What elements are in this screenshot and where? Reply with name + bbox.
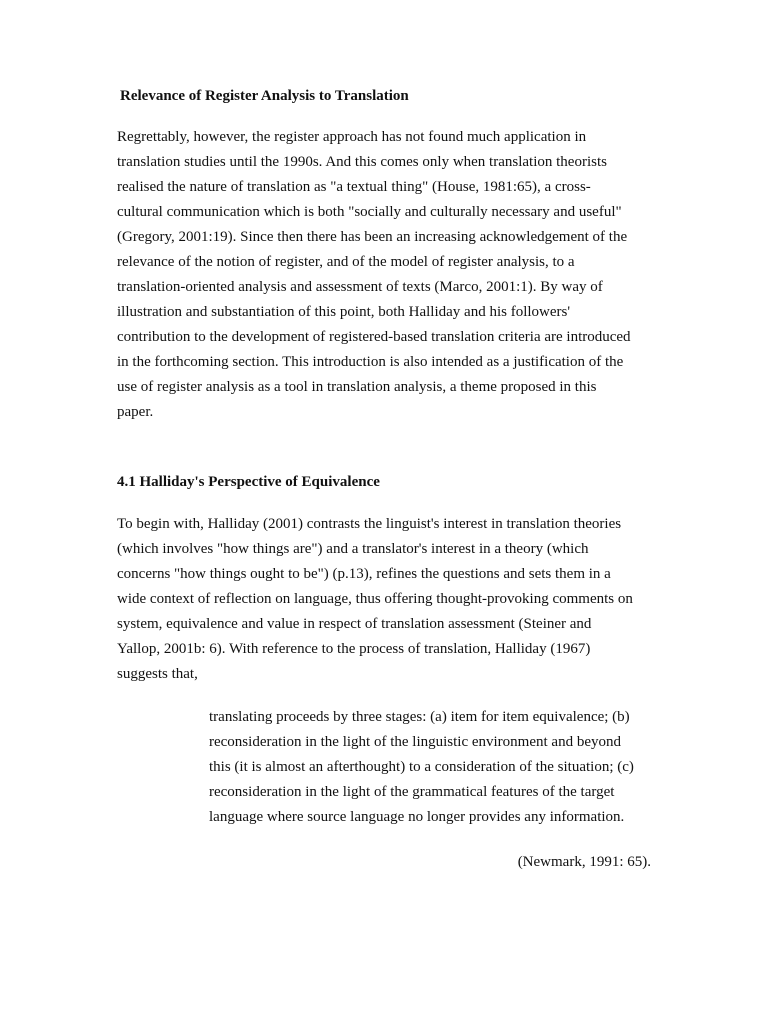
paragraph-line: illustration and substantiation of this point, both Halliday and his followers': [117, 304, 571, 320]
paragraph-line: translation-oriented analysis and assessment of texts (Marco, 2001:1). By way of: [117, 279, 603, 295]
paragraph-line: To begin with, Halliday (2001) contrasts the linguist's interest in translation theories: [117, 516, 622, 532]
paragraph-line: cultural communication which is both "socially and culturally necessary and useful": [117, 204, 622, 220]
paragraph-line: use of register analysis as a tool in translation analysis, a theme proposed in this: [117, 379, 597, 395]
section-heading-register-relevance: Relevance of Register Analysis to Translation: [120, 88, 409, 104]
paragraph-line: Yallop, 2001b: 6). With reference to the process of translation, Halliday (1967): [117, 641, 591, 657]
quote-line: this (it is almost an afterthought) to a consideration of the situation; (c): [209, 759, 634, 775]
section-heading-halliday-equivalence: 4.1 Halliday's Perspective of Equivalence: [117, 474, 380, 490]
paragraph-line: in the forthcoming section. This introduction is also intended as a justification of the: [117, 354, 624, 370]
paragraph-line: paper.: [117, 404, 154, 420]
paragraph-register-approach: [117, 125, 631, 425]
paragraph-line: (Gregory, 2001:19). Since then there has been an increasing acknowledgement of the: [117, 229, 628, 245]
quote-line: reconsideration in the light of the linguistic environment and beyond: [209, 734, 621, 750]
paragraph-line: translation studies until the 1990s. And this comes only when translation theorists: [117, 154, 607, 170]
quote-line: reconsideration in the light of the grammatical features of the target: [209, 784, 615, 800]
paragraph-line: suggests that,: [117, 666, 198, 682]
quote-line: language where source language no longer provides any information.: [209, 809, 625, 825]
paragraph-halliday-perspective: [117, 512, 633, 687]
block-quote: [209, 705, 634, 830]
paragraph-line: wide context of reflection on language, thus offering thought-provoking comments on: [117, 591, 633, 607]
paragraph-line: contribution to the development of registered-based translation criteria are introduced: [117, 329, 631, 345]
quote-line: translating proceeds by three stages: (a) item for item equivalence; (b): [209, 709, 630, 725]
quote-citation: (Newmark, 1991: 65).: [517, 854, 651, 870]
paragraph-line: realised the nature of translation as "a textual thing" (House, 1981:65), a cross-: [117, 179, 591, 195]
paragraph-line: concerns "how things ought to be") (p.13), refines the questions and sets them in a: [117, 566, 611, 582]
paragraph-line: system, equivalence and value in respect of translation assessment (Steiner and: [117, 616, 592, 632]
paragraph-line: Regrettably, however, the register approach has not found much application in: [117, 129, 587, 145]
paragraph-line: relevance of the notion of register, and of the model of register analysis, to a: [117, 254, 575, 270]
paragraph-line: (which involves "how things are") and a translator's interest in a theory (which: [117, 541, 589, 557]
